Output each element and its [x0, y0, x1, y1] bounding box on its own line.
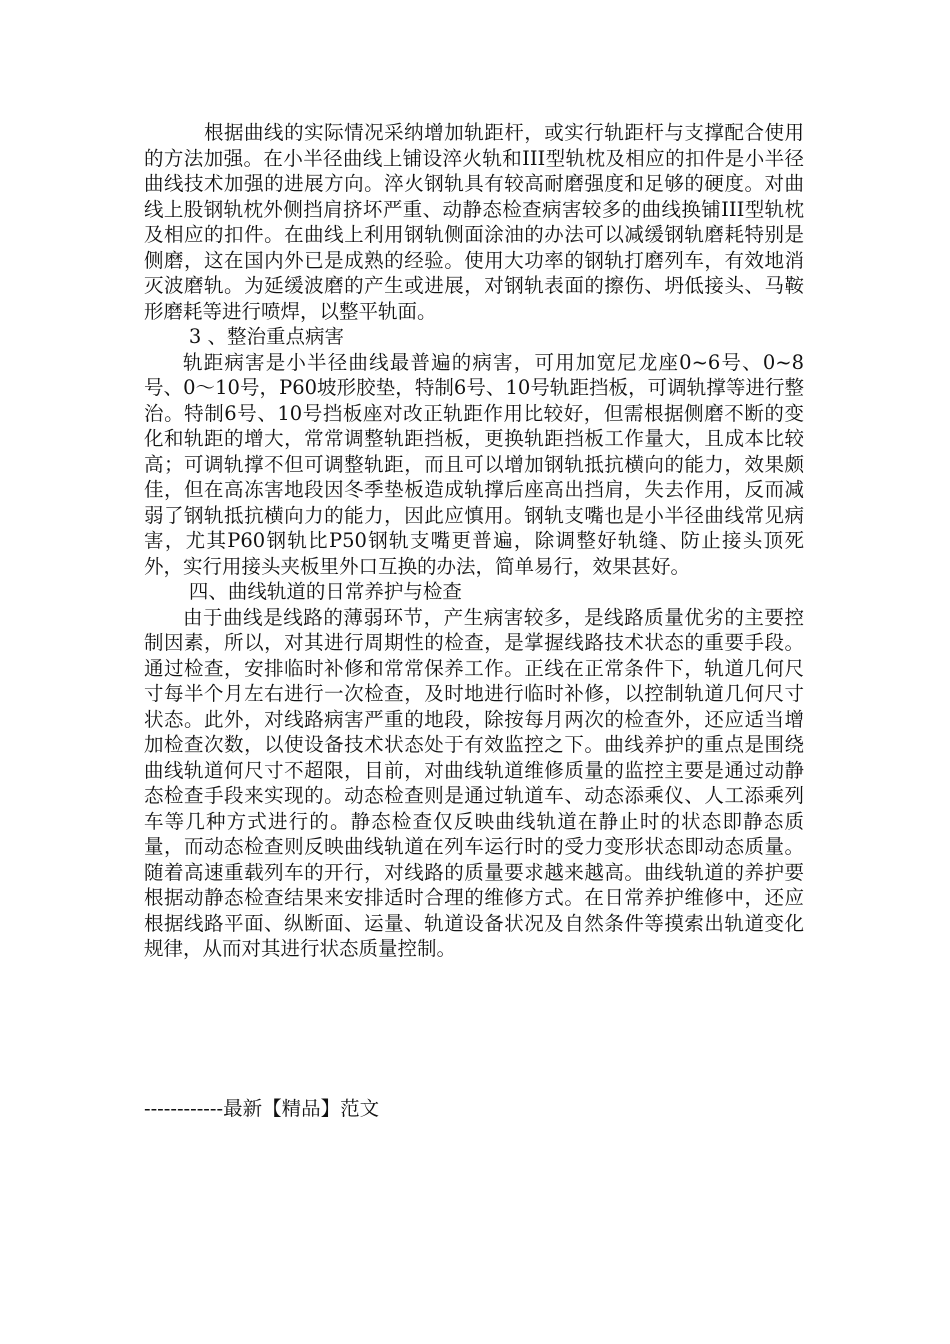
document-body	[144, 120, 804, 962]
heading-key-defects: 3 、整治重点病害	[188, 325, 344, 348]
heading-daily-maintenance: 四、曲线轨道的日常养护与检查	[188, 580, 462, 603]
footer-text: ------------最新【精品】范文	[144, 1097, 380, 1120]
paragraph-gauge-defects: 轨距病害是小半径曲线最普遍的病害，可用加宽尼龙座0~6号、0~8号、0～10号，P60坡形胶垫，特制6号、10号轨距挡板，可调轨撑等进行整治。特制6号、10号挡板座对改正轨距作用比较好，但需根据侧磨不断的变化和轨距的增大，常常调整轨距挡板，更换轨距挡板工作量大，且成本比较高；可调轨撑不但可调整轨距，而且可以增加钢轨抵抗横向的能力，效果颇佳，但在高冻害地段因冬季垫板造成轨撑后座高出挡肩，失去作用，反而减弱了钢轨抵抗横向力的能力，因此应慎用。钢轨支嘴也是小半径曲线常见病害，尤其P60钢轨比P50钢轨支嘴更普遍，除调整好轨缝、防止接头顶死外，实行用接头夹板里外口互换的办法，简单易行，效果甚好。	[144, 350, 804, 578]
paragraph-curve-strengthening: 根据曲线的实际情况采纳增加轨距杆，或实行轨距杆与支撑配合使用的方法加强。在小半径曲线上铺设淬火轨和III型轨枕及相应的扣件是小半径曲线技术加强的进展方向。淬火钢轨具有较高耐磨强度和足够的硬度。对曲线上股钢轨枕外侧挡肩挤坏严重、动静态检查病害较多的曲线换铺III型轨枕及相应的扣件。在曲线上利用钢轨侧面涂油的办法可以减缓钢轨磨耗特别是侧磨，这在国内外已是成熟的经验。使用大功率的钢轨打磨列车，有效地消灭波磨轨。为延缓波磨的产生或进展，对钢轨表面的擦伤、坍低接头、马鞍形磨耗等进行喷焊，以整平轨面。	[144, 121, 804, 323]
paragraph-inspection: 由于曲线是线路的薄弱环节，产生病害较多，是线路质量优劣的主要控制因素，所以，对其进行周期性的检查，是掌握线路技术状态的重要手段。通过检查，安排临时补修和常常保养工作。正线在正常条件下，轨道几何尺寸每半个月左右进行一次检查，及时地进行临时补修，以控制轨道几何尺寸状态。此外，对线路病害严重的地段，除按每月两次的检查外，还应适当增加检查次数，以使设备技术状态处于有效监控之下。曲线养护的重点是围绕曲线轨道何尺寸不超限，目前，对曲线轨道维修质量的监控主要是通过动静态检查手段来实现的。动态检查则是通过轨道车、动态添乘仪、人工添乘列车等几种方式进行的。静态检查仅反映曲线轨道在静止时的状态即静态质量，而动态检查则反映曲线轨道在列车运行时的受力变形状态即动态质量。随着高速重载列车的开行，对线路的质量要求越来越高。曲线轨道的养护要根据动静态检查结果来安排适时合理的维修方式。在日常养护维修中，还应根据线路平面、纵断面、运量、轨道设备状况及自然条件等摸索出轨道变化规律，从而对其进行状态质量控制。	[144, 605, 804, 960]
